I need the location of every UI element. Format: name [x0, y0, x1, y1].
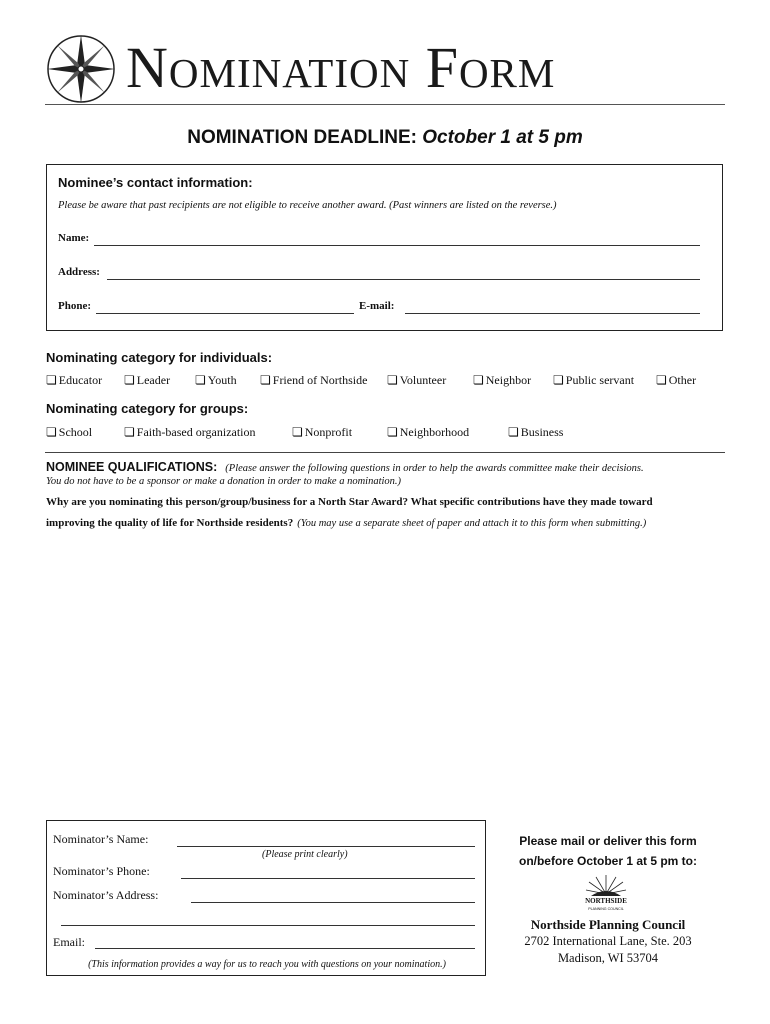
address-field[interactable]	[107, 279, 700, 280]
checkbox-icon[interactable]: ❏	[46, 425, 57, 439]
nominator-phone-field[interactable]	[181, 878, 475, 879]
mail-org: Northside Planning Council	[530, 917, 686, 932]
deadline-heading	[0, 127, 770, 149]
northside-logo	[583, 872, 629, 912]
groups-option-label: Business	[520, 425, 564, 439]
mail-city: Madison, WI 53704	[557, 951, 659, 965]
mail-street: 2702 International Lane, Ste. 203	[524, 934, 692, 948]
individuals-option[interactable]	[124, 373, 170, 388]
groups-option[interactable]	[387, 425, 469, 440]
individuals-option[interactable]	[195, 373, 237, 388]
individuals-option[interactable]	[46, 373, 102, 388]
nominator-footnote: (This information provides a way for us to reach you with questions on your nomination.)	[88, 959, 446, 970]
groups-option[interactable]	[46, 425, 92, 440]
groups-heading: Nominating category for groups:	[46, 401, 249, 416]
individuals-option[interactable]	[260, 373, 367, 388]
individuals-option-label: Neighbor	[485, 373, 532, 387]
individuals-option-label: Leader	[136, 373, 171, 387]
groups-option[interactable]	[292, 425, 352, 440]
individuals-option[interactable]	[656, 373, 696, 388]
compass-star-logo	[45, 33, 117, 105]
qualifications-heading-line	[46, 458, 736, 476]
nominator-phone-label: Nominator’s Phone:	[53, 864, 150, 878]
title-divider	[45, 104, 725, 105]
groups-option[interactable]	[124, 425, 256, 440]
qualifications-question-note: (You may use a separate sheet of paper and attach it to this form when submitting.)	[297, 518, 647, 529]
mail-line-2: on/before October 1 at 5 pm to:	[518, 854, 698, 868]
answer-area[interactable]	[46, 535, 726, 805]
qualifications-instructions-1: (Please answer the following questions in order to help the awards committee make their decisions.	[225, 463, 644, 474]
nominator-name-label: Nominator’s Name:	[53, 832, 149, 846]
qualifications-question-2: improving the quality of life for Northside residents?	[46, 517, 294, 529]
qualifications-question-line-2	[46, 513, 646, 531]
individuals-option[interactable]	[473, 373, 531, 388]
nominator-address-field[interactable]	[191, 902, 475, 903]
nominee-contact-box	[46, 164, 723, 331]
checkbox-icon[interactable]: ❏	[195, 373, 206, 387]
address-label: Address:	[58, 266, 100, 278]
checkbox-icon[interactable]: ❏	[260, 373, 271, 387]
email-label: E-mail:	[359, 300, 395, 312]
form-title: Nomination Form	[126, 35, 556, 100]
qualifications-question-1: Why are you nominating this person/group/business for a North Star Award? What specific contributions have they made toward	[46, 496, 653, 508]
individuals-heading: Nominating category for individuals:	[46, 350, 273, 365]
print-clearly-note: (Please print clearly)	[262, 849, 348, 860]
individuals-option-label: Friend of Northside	[272, 373, 368, 387]
checkbox-icon[interactable]: ❏	[124, 425, 135, 439]
individuals-option-label: Public servant	[565, 373, 635, 387]
nominator-box	[46, 820, 486, 976]
checkbox-icon[interactable]: ❏	[292, 425, 303, 439]
nominator-address-field-2[interactable]	[61, 925, 475, 926]
groups-option[interactable]	[508, 425, 563, 440]
section-divider	[45, 452, 725, 453]
checkbox-icon[interactable]: ❏	[656, 373, 667, 387]
nominator-address-label: Nominator’s Address:	[53, 888, 159, 902]
groups-option-label: School	[58, 425, 93, 439]
groups-option-label: Nonprofit	[304, 425, 353, 439]
checkbox-icon[interactable]: ❏	[553, 373, 564, 387]
individuals-option-label: Youth	[207, 373, 237, 387]
groups-option-label: Neighborhood	[399, 425, 470, 439]
checkbox-icon[interactable]: ❏	[473, 373, 484, 387]
individuals-option[interactable]	[553, 373, 634, 388]
name-label: Name:	[58, 232, 90, 244]
mail-line-1: Please mail or deliver this form	[519, 834, 697, 848]
checkbox-icon[interactable]: ❏	[387, 373, 398, 387]
individuals-option-label: Other	[668, 373, 697, 387]
individuals-option-label: Educator	[58, 373, 103, 387]
email-field[interactable]	[405, 313, 700, 314]
contact-note: Please be aware that past recipients are not eligible to receive another award. (Past winners are listed on the reverse.)	[58, 200, 557, 211]
checkbox-icon[interactable]: ❏	[46, 373, 57, 387]
qualifications-heading: NOMINEE QUALIFICATIONS:	[46, 460, 218, 474]
deadline-value: October 1 at 5 pm	[422, 127, 583, 148]
phone-label: Phone:	[58, 300, 91, 312]
northside-logo-text: NORTHSIDE	[585, 897, 627, 905]
individuals-option-label: Volunteer	[399, 373, 447, 387]
nominator-email-label: Email:	[53, 935, 85, 949]
phone-field[interactable]	[96, 313, 354, 314]
individuals-option[interactable]	[387, 373, 446, 388]
checkbox-icon[interactable]: ❏	[124, 373, 135, 387]
checkbox-icon[interactable]: ❏	[387, 425, 398, 439]
groups-option-label: Faith-based organization	[136, 425, 256, 439]
contact-heading: Nominee’s contact information:	[58, 175, 253, 190]
checkbox-icon[interactable]: ❏	[508, 425, 519, 439]
qualifications-instructions-2: You do not have to be a sponsor or make a donation in order to make a nomination.)	[46, 476, 402, 487]
name-field[interactable]	[94, 245, 700, 246]
nominator-email-field[interactable]	[95, 948, 475, 949]
deadline-label: NOMINATION DEADLINE:	[187, 127, 417, 148]
nominator-name-field[interactable]	[177, 846, 475, 847]
northside-logo-subtext: PLANNING COUNCIL	[588, 907, 624, 911]
